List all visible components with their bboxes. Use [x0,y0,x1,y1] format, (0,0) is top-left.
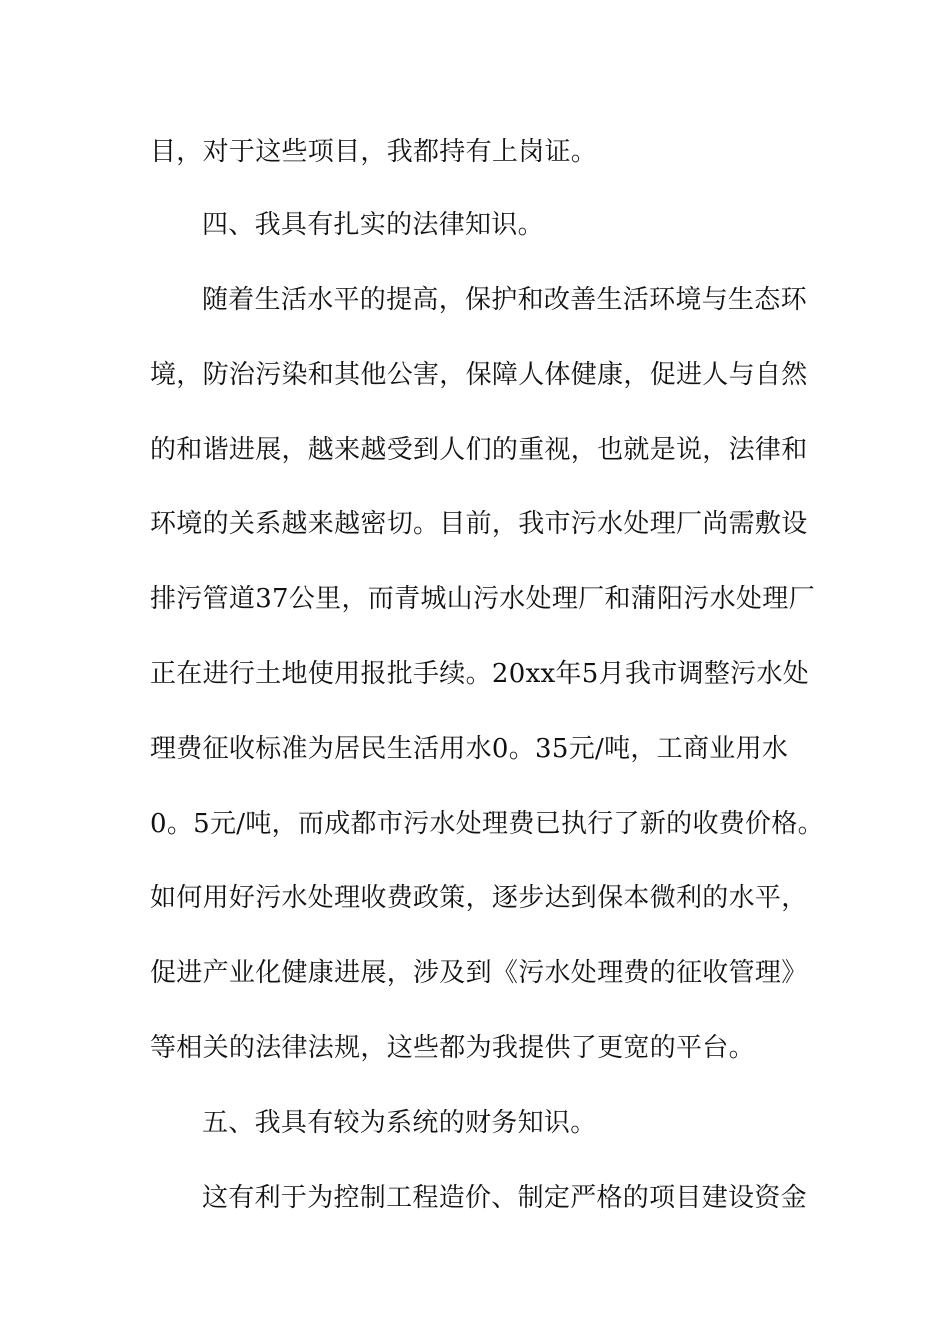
section-heading: 四、我具有扎实的法律知识。 [202,210,544,240]
paragraph-line: 这有利于为控制工程造价、制定严格的项目建设资金 [202,1183,807,1213]
paragraph-line: 境，防治污染和其他公害，保障人体健康，促进人与自然 [150,360,808,390]
paragraph-line: 0。5元/吨，而成都市污水处理费已执行了新的收费价格。 [150,809,824,839]
paragraph-line: 正在进行土地使用报批手续。20xx年5月我市调整污水处 [150,659,810,689]
paragraph-line: 环境的关系越来越密切。目前，我市污水处理厂尚需敷设 [150,509,808,539]
paragraph-line: 随着生活水平的提高，保护和改善生活环境与生态环 [202,285,807,315]
paragraph-line: 理费征收标准为居民生活用水0。35元/吨，工商业用水 [150,734,789,764]
paragraph-line: 如何用好污水处理收费政策，逐步达到保本微利的水平， [150,883,808,913]
paragraph-line: 目，对于这些项目，我都持有上岗证。 [150,137,598,167]
paragraph-line: 等相关的法律法规，这些都为我提供了更宽的平台。 [150,1033,755,1063]
section-heading: 五、我具有较为系统的财务知识。 [202,1108,597,1138]
paragraph-line: 排污管道37公里，而青城山污水处理厂和蒲阳污水处理厂 [150,584,815,614]
paragraph-line: 的和谐进展，越来越受到人们的重视，也就是说，法律和 [150,435,808,465]
paragraph-line: 促进产业化健康进展，涉及到《污水处理费的征收管理》 [150,958,808,988]
